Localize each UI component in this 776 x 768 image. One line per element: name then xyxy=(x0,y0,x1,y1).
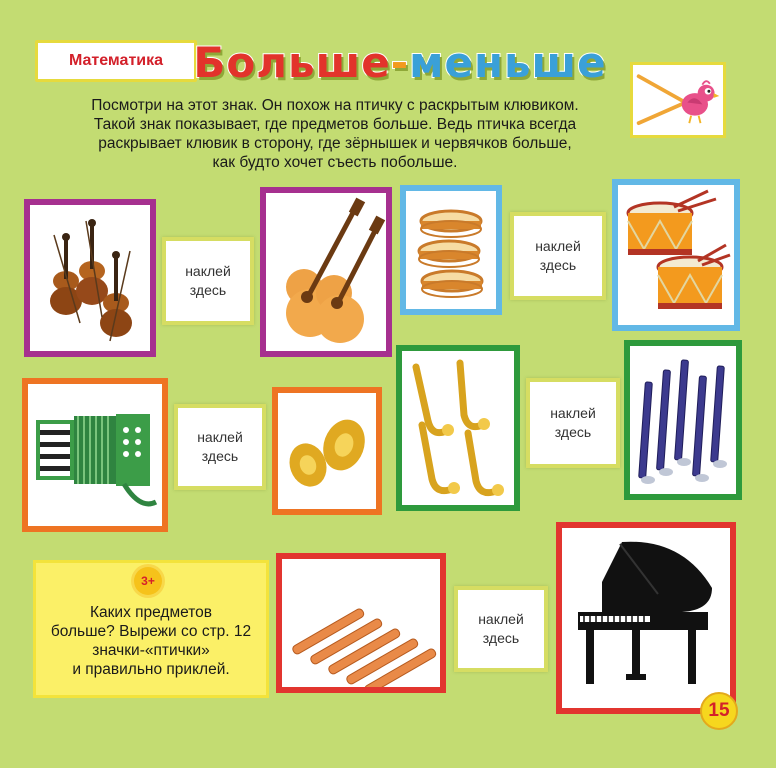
card-violins xyxy=(24,199,156,357)
sticker-slot-3[interactable] xyxy=(174,404,266,490)
card-cymbals xyxy=(272,387,382,515)
page-number-badge xyxy=(700,692,738,730)
title-part-bolshe: Больше xyxy=(193,37,391,87)
card-grand-piano xyxy=(556,522,736,714)
guitars-icon xyxy=(266,193,386,351)
sticker-label: наклей здесь xyxy=(550,405,596,440)
task-line-2: больше? Вырежи со стр. 12 xyxy=(50,623,252,640)
accordion-icon xyxy=(28,384,162,526)
sticker-label: наклей здесь xyxy=(197,429,243,464)
task-text xyxy=(36,603,266,679)
violins-icon xyxy=(30,205,150,351)
bird-sign-icon xyxy=(633,65,723,136)
sticker-slot-4[interactable] xyxy=(526,378,620,468)
task-line-4: и правильно приклей. xyxy=(72,661,230,678)
recorders-icon xyxy=(282,559,440,687)
intro-line-3: раскрывает клювик в сторону, где зёрнышек и червячков больше, xyxy=(98,135,572,152)
page-title xyxy=(193,32,607,92)
age-badge: 3+ xyxy=(134,567,162,595)
drums-icon xyxy=(618,185,734,325)
intro-line-2: Такой знак показывает, где предметов больше. Ведь птичка всегда xyxy=(93,116,577,133)
card-saxophones xyxy=(396,345,520,511)
sticker-label: наклей здесь xyxy=(535,238,581,273)
grand-piano-icon xyxy=(562,528,730,708)
subject-text: Математика xyxy=(68,52,164,69)
task-line-3: значки-«птички» xyxy=(92,642,210,659)
tambourines-icon xyxy=(406,191,496,309)
title-hyphen: - xyxy=(390,37,410,87)
task-line-1: Каких предметов xyxy=(89,604,213,621)
intro-line-1: Посмотри на этот знак. Он похож на птичку с раскрытым клювиком. xyxy=(91,97,579,114)
intro-text xyxy=(55,96,615,172)
subject-label xyxy=(35,40,197,82)
card-accordion xyxy=(22,378,168,532)
page-number: 15 xyxy=(708,700,730,721)
card-recorders xyxy=(276,553,446,693)
card-guitars xyxy=(260,187,392,357)
sticker-slot-5[interactable] xyxy=(454,586,548,672)
sticker-slot-1[interactable] xyxy=(162,237,254,325)
sticker-label: наклей здесь xyxy=(185,263,231,298)
task-box xyxy=(33,560,269,698)
intro-line-4: как будто хочет съесть побольше. xyxy=(212,154,458,171)
card-clarinets xyxy=(624,340,742,500)
bird-sign-example xyxy=(630,62,726,138)
cymbals-icon xyxy=(278,393,376,509)
sticker-slot-2[interactable] xyxy=(510,212,606,300)
sticker-label: наклей здесь xyxy=(478,611,524,646)
card-tambourines xyxy=(400,185,502,315)
saxophones-icon xyxy=(402,351,514,505)
title-part-menshe: меньше xyxy=(409,37,607,87)
card-drums xyxy=(612,179,740,331)
clarinets-icon xyxy=(630,346,736,494)
